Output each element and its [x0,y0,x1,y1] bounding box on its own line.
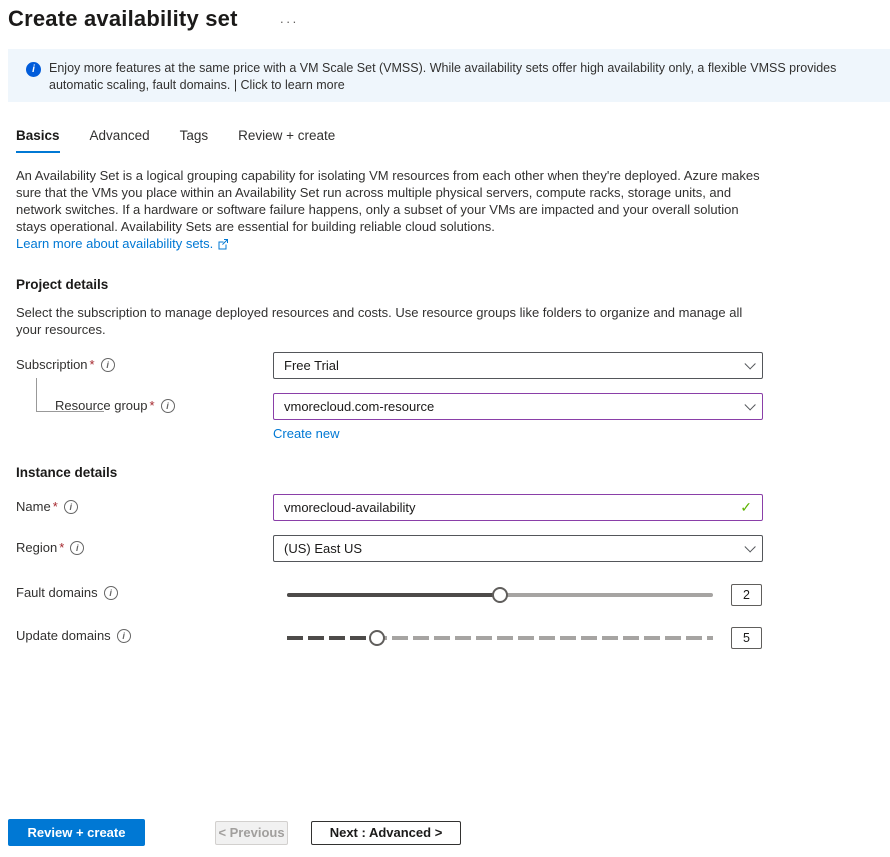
subscription-info-icon[interactable]: i [101,358,115,372]
update-domains-slider-thumb[interactable] [369,630,385,646]
resource-group-dropdown[interactable]: vmorecloud.com-resource [273,393,763,420]
wizard-tabs [16,128,890,153]
subscription-label: Subscription * i [16,352,273,372]
fault-domains-info-icon[interactable]: i [104,586,118,600]
instance-details-heading: Instance details [16,465,118,480]
region-row [16,535,890,562]
required-asterisk: * [149,398,155,413]
name-row [16,494,890,521]
resource-group-label: Resource group * i [16,393,273,413]
page-header [8,0,890,32]
name-input[interactable]: vmorecloud-availability ✓ [273,494,763,521]
learn-more-link[interactable]: Learn more about availability sets. [16,236,214,251]
required-asterisk: * [52,499,58,514]
vmss-info-banner [8,49,890,102]
required-asterisk: * [59,540,65,555]
resource-group-row [16,393,890,443]
region-dropdown[interactable]: (US) East US [273,535,763,562]
update-domains-row [16,623,890,649]
tab-tags[interactable]: Tags [179,128,209,143]
update-domains-slider[interactable] [287,630,713,646]
banner-text[interactable]: Enjoy more features at the same price with a VM Scale Set (VMSS). While availability sets offer high availability only, a flexible VMSS provides automatic scaling, fault domains. | Click to learn more [49,61,837,92]
review-create-button[interactable]: Review + create [8,819,145,846]
project-details-heading: Project details [16,277,109,292]
update-domains-value[interactable]: 5 [731,627,762,649]
required-asterisk: * [89,357,95,372]
tab-review-create[interactable]: Review + create [238,128,336,143]
chevron-down-icon [744,541,755,552]
page-title: Create availability set [8,6,238,31]
subscription-row [16,352,890,379]
external-link-icon [217,238,229,250]
fault-domains-slider-thumb[interactable] [492,587,508,603]
tab-advanced[interactable]: Advanced [89,128,150,143]
slider-fill [287,636,377,640]
create-new-link[interactable]: Create new [273,426,340,441]
previous-button[interactable]: < Previous [215,821,288,845]
region-info-icon[interactable]: i [70,541,84,555]
subscription-dropdown[interactable]: Free Trial [273,352,763,379]
fault-domains-slider[interactable] [287,587,713,603]
project-details-description: Select the subscription to manage deployed resources and costs. Use resource groups like folders to organize and manage all your resources. [16,305,743,337]
update-domains-label: Update domains i [16,623,273,643]
fault-domains-label: Fault domains i [16,580,273,600]
chevron-down-icon [744,358,755,369]
resource-group-connector-line [36,378,104,412]
tab-basics[interactable]: Basics [16,128,60,153]
update-domains-info-icon[interactable]: i [117,629,131,643]
info-icon: i [26,62,41,77]
chevron-down-icon [744,399,755,410]
resource-group-info-icon[interactable]: i [161,399,175,413]
availability-set-description: An Availability Set is a logical grouping capability for isolating VM resources from each other when they're deployed. Azure makes sure that the VMs you place within an Availability Set run across multiple physical servers, compute racks, storage units, and network switches. If a hardware or software failure happens, only a subset of your VMs are impacted and your overall solution stays operational. Availability Sets are essential for building reliable cloud solutions. [16,168,760,234]
fault-domains-value[interactable]: 2 [731,584,762,606]
name-label: Name * i [16,494,273,514]
slider-fill [287,593,500,597]
name-info-icon[interactable]: i [64,500,78,514]
valid-checkmark-icon: ✓ [740,499,752,515]
wizard-footer [0,819,890,846]
fault-domains-row [16,580,890,606]
region-label: Region * i [16,535,273,555]
more-options-icon[interactable]: ··· [279,13,299,29]
next-advanced-button[interactable]: Next : Advanced > [311,821,461,845]
